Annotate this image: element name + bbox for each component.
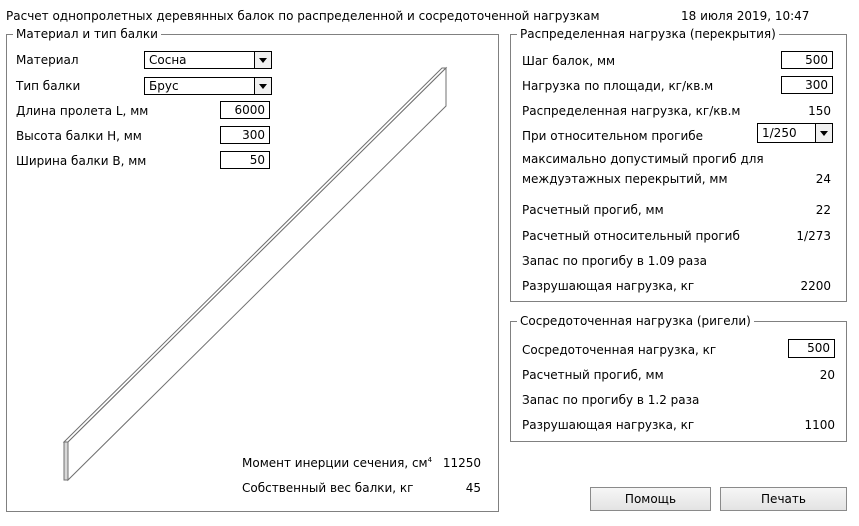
- inertia-unit-sup: 4: [427, 456, 433, 464]
- distributed-load-legend: Распределенная нагрузка (перекрытия): [517, 27, 779, 41]
- calc-deflection-label: Расчетный прогиб, мм: [522, 203, 664, 217]
- concentrated-load-legend: Сосредоточенная нагрузка (ригели): [517, 314, 754, 328]
- concentrated-load-input[interactable]: 500: [788, 339, 835, 358]
- concentrated-deflection-label: Расчетный прогиб, мм: [522, 368, 664, 382]
- concentrated-load-label: Сосредоточенная нагрузка, кг: [522, 343, 717, 357]
- area-load-input[interactable]: 300: [781, 76, 833, 94]
- concentrated-deflection-value: 20: [819, 368, 835, 382]
- beam-spacing-input[interactable]: 500: [781, 51, 833, 69]
- calc-relative-deflection-label: Расчетный относительный прогиб: [522, 229, 740, 243]
- calc-relative-deflection-value: 1/273: [796, 229, 831, 243]
- beam-height-label: Высота балки H, мм: [16, 129, 142, 143]
- beam-weight-value: 45: [465, 481, 481, 495]
- max-deflection-value: 24: [815, 172, 831, 186]
- beam-weight-label: Собственный вес балки, кг: [242, 481, 414, 495]
- relative-deflection-select-value: 1/250: [762, 126, 797, 140]
- inertia-label: [242, 456, 432, 470]
- beam-spacing-label: Шаг балок, мм: [522, 54, 616, 68]
- span-length-input[interactable]: 6000: [220, 101, 270, 119]
- relative-deflection-select[interactable]: [757, 123, 833, 143]
- area-load-label: Нагрузка по площади, кг/кв.м: [522, 79, 714, 93]
- help-button[interactable]: Помощь: [590, 487, 711, 511]
- inertia-value: 11250: [442, 456, 481, 470]
- distributed-load-value: 150: [808, 104, 831, 118]
- relative-deflection-label: При относительном прогибе: [522, 129, 704, 143]
- beam-height-input[interactable]: 300: [220, 126, 270, 144]
- material-label: Материал: [16, 53, 79, 67]
- span-length-label: Длина пролета L, мм: [16, 104, 149, 118]
- material-select-value: Сосна: [149, 53, 187, 67]
- inertia-label-text: Момент инерции сечения, см: [242, 456, 428, 470]
- beam-type-label: Тип балки: [16, 79, 81, 93]
- breaking-load-label: Разрушающая нагрузка, кг: [522, 279, 695, 293]
- beam-illustration: [60, 62, 452, 486]
- distributed-load-label: Распределенная нагрузка, кг/кв.м: [522, 104, 741, 118]
- print-button[interactable]: Печать: [720, 487, 847, 511]
- max-deflection-label-line1: максимально допустимый прогиб для: [522, 152, 764, 166]
- beam-width-input[interactable]: 50: [220, 151, 270, 169]
- calc-deflection-value: 22: [815, 203, 831, 217]
- chevron-down-icon[interactable]: [815, 124, 832, 142]
- concentrated-breaking-load-value: 1100: [804, 418, 835, 432]
- material-group-legend: Материал и тип балки: [13, 27, 161, 41]
- max-deflection-label-line2: междуэтажных перекрытий, мм: [522, 172, 728, 186]
- concentrated-breaking-load-label: Разрушающая нагрузка, кг: [522, 418, 695, 432]
- concentrated-margin-text: Запас по прогибу в 1.2 раза: [522, 393, 700, 407]
- beam-type-select-value: Брус: [149, 79, 179, 93]
- datetime: 18 июля 2019, 10:47: [681, 9, 810, 23]
- deflection-margin-text: Запас по прогибу в 1.09 раза: [522, 254, 708, 268]
- breaking-load-value: 2200: [800, 279, 831, 293]
- window-title: Расчет однопролетных деревянных балок по распределенной и сосредоточенной нагрузкам: [6, 9, 600, 23]
- beam-width-label: Ширина балки B, мм: [16, 154, 147, 168]
